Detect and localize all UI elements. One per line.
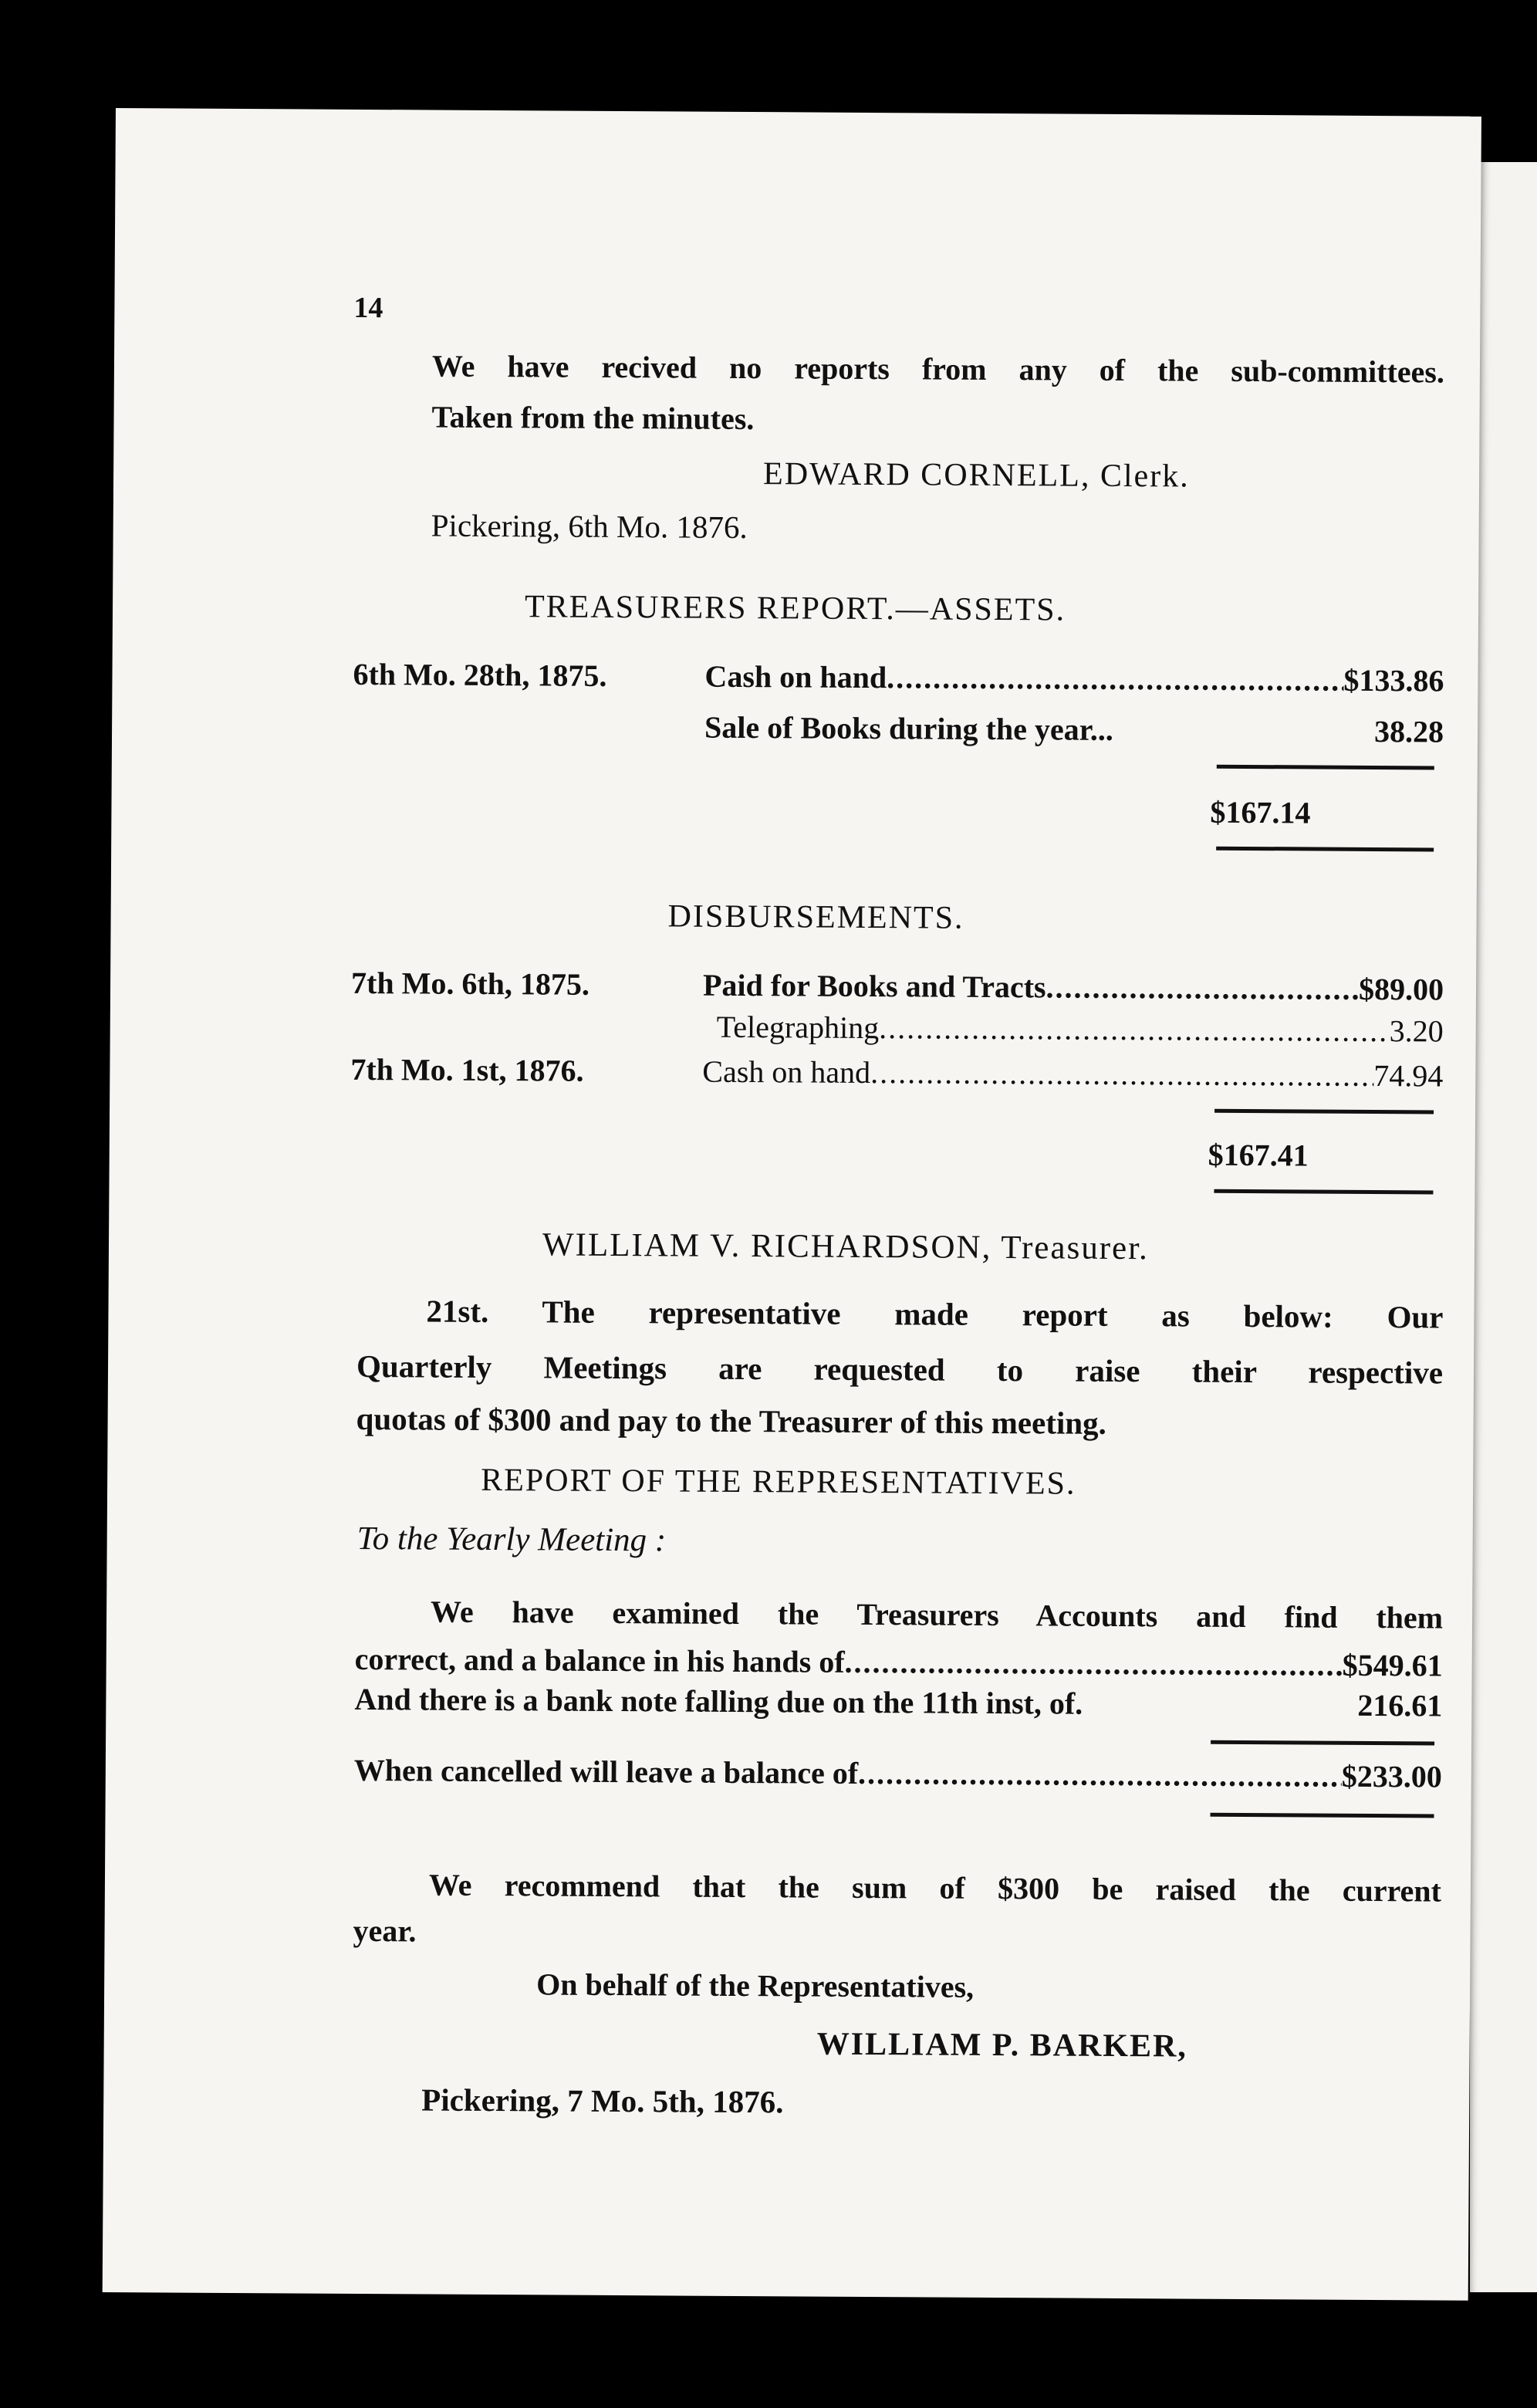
bank-note-label: And there is a bank note falling due on the 11th inst, of. — [354, 1681, 1083, 1721]
cancelled-rule — [1211, 1740, 1434, 1746]
minute-21-line-2: Quarterly Meetings are requested to raise their respective — [356, 1348, 1444, 1391]
disbursements-date-2: 7th Mo. 1st, 1876. — [350, 1051, 584, 1088]
disbursement-row — [716, 1009, 1444, 1049]
disbursements-total-rule — [1214, 1109, 1434, 1114]
representatives-place-date: Pickering, 7 Mo. 5th, 1876. — [421, 2082, 784, 2120]
bank-note-row — [354, 1681, 1443, 1723]
treasurers-report-heading: TREASURERS REPORT.—ASSETS. — [524, 589, 1066, 628]
recommend-line-1: We recommend that the sum of $300 be raised the current — [428, 1867, 1442, 1909]
disbursement-item-amount: $89.00 — [1358, 971, 1444, 1007]
recommend-line-2: year. — [353, 1913, 417, 1949]
treasurer-signature: WILLIAM V. RICHARDSON, Treasurer. — [542, 1226, 1150, 1267]
behalf-line: On behalf of the Representatives, — [536, 1967, 975, 2004]
salutation: To the Yearly Meeting : — [356, 1520, 667, 1559]
assets-total-underline — [1216, 847, 1434, 852]
intro-place-date: Pickering, 6th Mo. 1876. — [431, 507, 748, 546]
disbursements-heading: DISBURSEMENTS. — [667, 898, 964, 936]
disbursement-item-label: Paid for Books and Tracts — [702, 967, 1046, 1005]
balance-amount: $549.61 — [1342, 1647, 1443, 1683]
assets-item-label: Sale of Books during the year... — [704, 709, 1113, 747]
disbursement-row — [702, 1054, 1444, 1094]
minute-21-line-3: quotas of $300 and pay to the Treasurer of this meeting. — [356, 1400, 1107, 1441]
disbursement-item-label: Telegraphing — [716, 1009, 880, 1046]
representatives-heading: REPORT OF THE REPRESENTATIVES. — [481, 1462, 1076, 1502]
assets-item-label: Cash on hand — [704, 658, 887, 695]
assets-row — [704, 709, 1444, 749]
bank-note-amount: 216.61 — [1357, 1687, 1443, 1723]
disbursement-item-amount: 74.94 — [1373, 1057, 1444, 1094]
assets-row — [704, 658, 1444, 698]
clerk-signature: EDWARD CORNELL, Clerk. — [762, 456, 1190, 495]
cancelled-amount: $233.00 — [1341, 1758, 1442, 1794]
intro-line-1: We have recived no reports from any of the sub-committees. — [431, 348, 1445, 390]
assets-date: 6th Mo. 28th, 1875. — [353, 656, 607, 693]
cancelled-row — [353, 1752, 1442, 1794]
representatives-paragraph-line-1: We have examined the Treasurers Accounts and find them — [430, 1594, 1444, 1635]
disbursements-total: $167.41 — [1208, 1137, 1309, 1173]
assets-item-amount: $133.86 — [1343, 662, 1444, 698]
intro-line-2: Taken from the minutes. — [431, 399, 755, 437]
balance-row — [354, 1641, 1443, 1683]
book-page — [103, 108, 1481, 2301]
cancelled-label: When cancelled will leave a balance of — [353, 1752, 859, 1791]
disbursement-item-label: Cash on hand — [702, 1054, 871, 1090]
disbursements-date-1: 7th Mo. 6th, 1875. — [350, 965, 590, 1002]
disbursement-row — [702, 967, 1444, 1007]
balance-label: correct, and a balance in his hands of — [354, 1641, 845, 1679]
disbursement-item-amount: 3.20 — [1389, 1013, 1444, 1049]
assets-total-rule — [1217, 765, 1434, 770]
page-number: 14 — [353, 291, 383, 325]
assets-total: $167.14 — [1210, 794, 1311, 830]
representatives-signature: WILLIAM P. BARKER, — [816, 2026, 1188, 2065]
disbursements-total-underline — [1214, 1189, 1433, 1195]
minute-21-line-1: 21st. The representative made report as below: Our — [426, 1293, 1444, 1335]
next-page-edge — [1470, 162, 1537, 2292]
assets-item-amount: 38.28 — [1373, 713, 1444, 749]
cancelled-underline — [1211, 1813, 1434, 1818]
